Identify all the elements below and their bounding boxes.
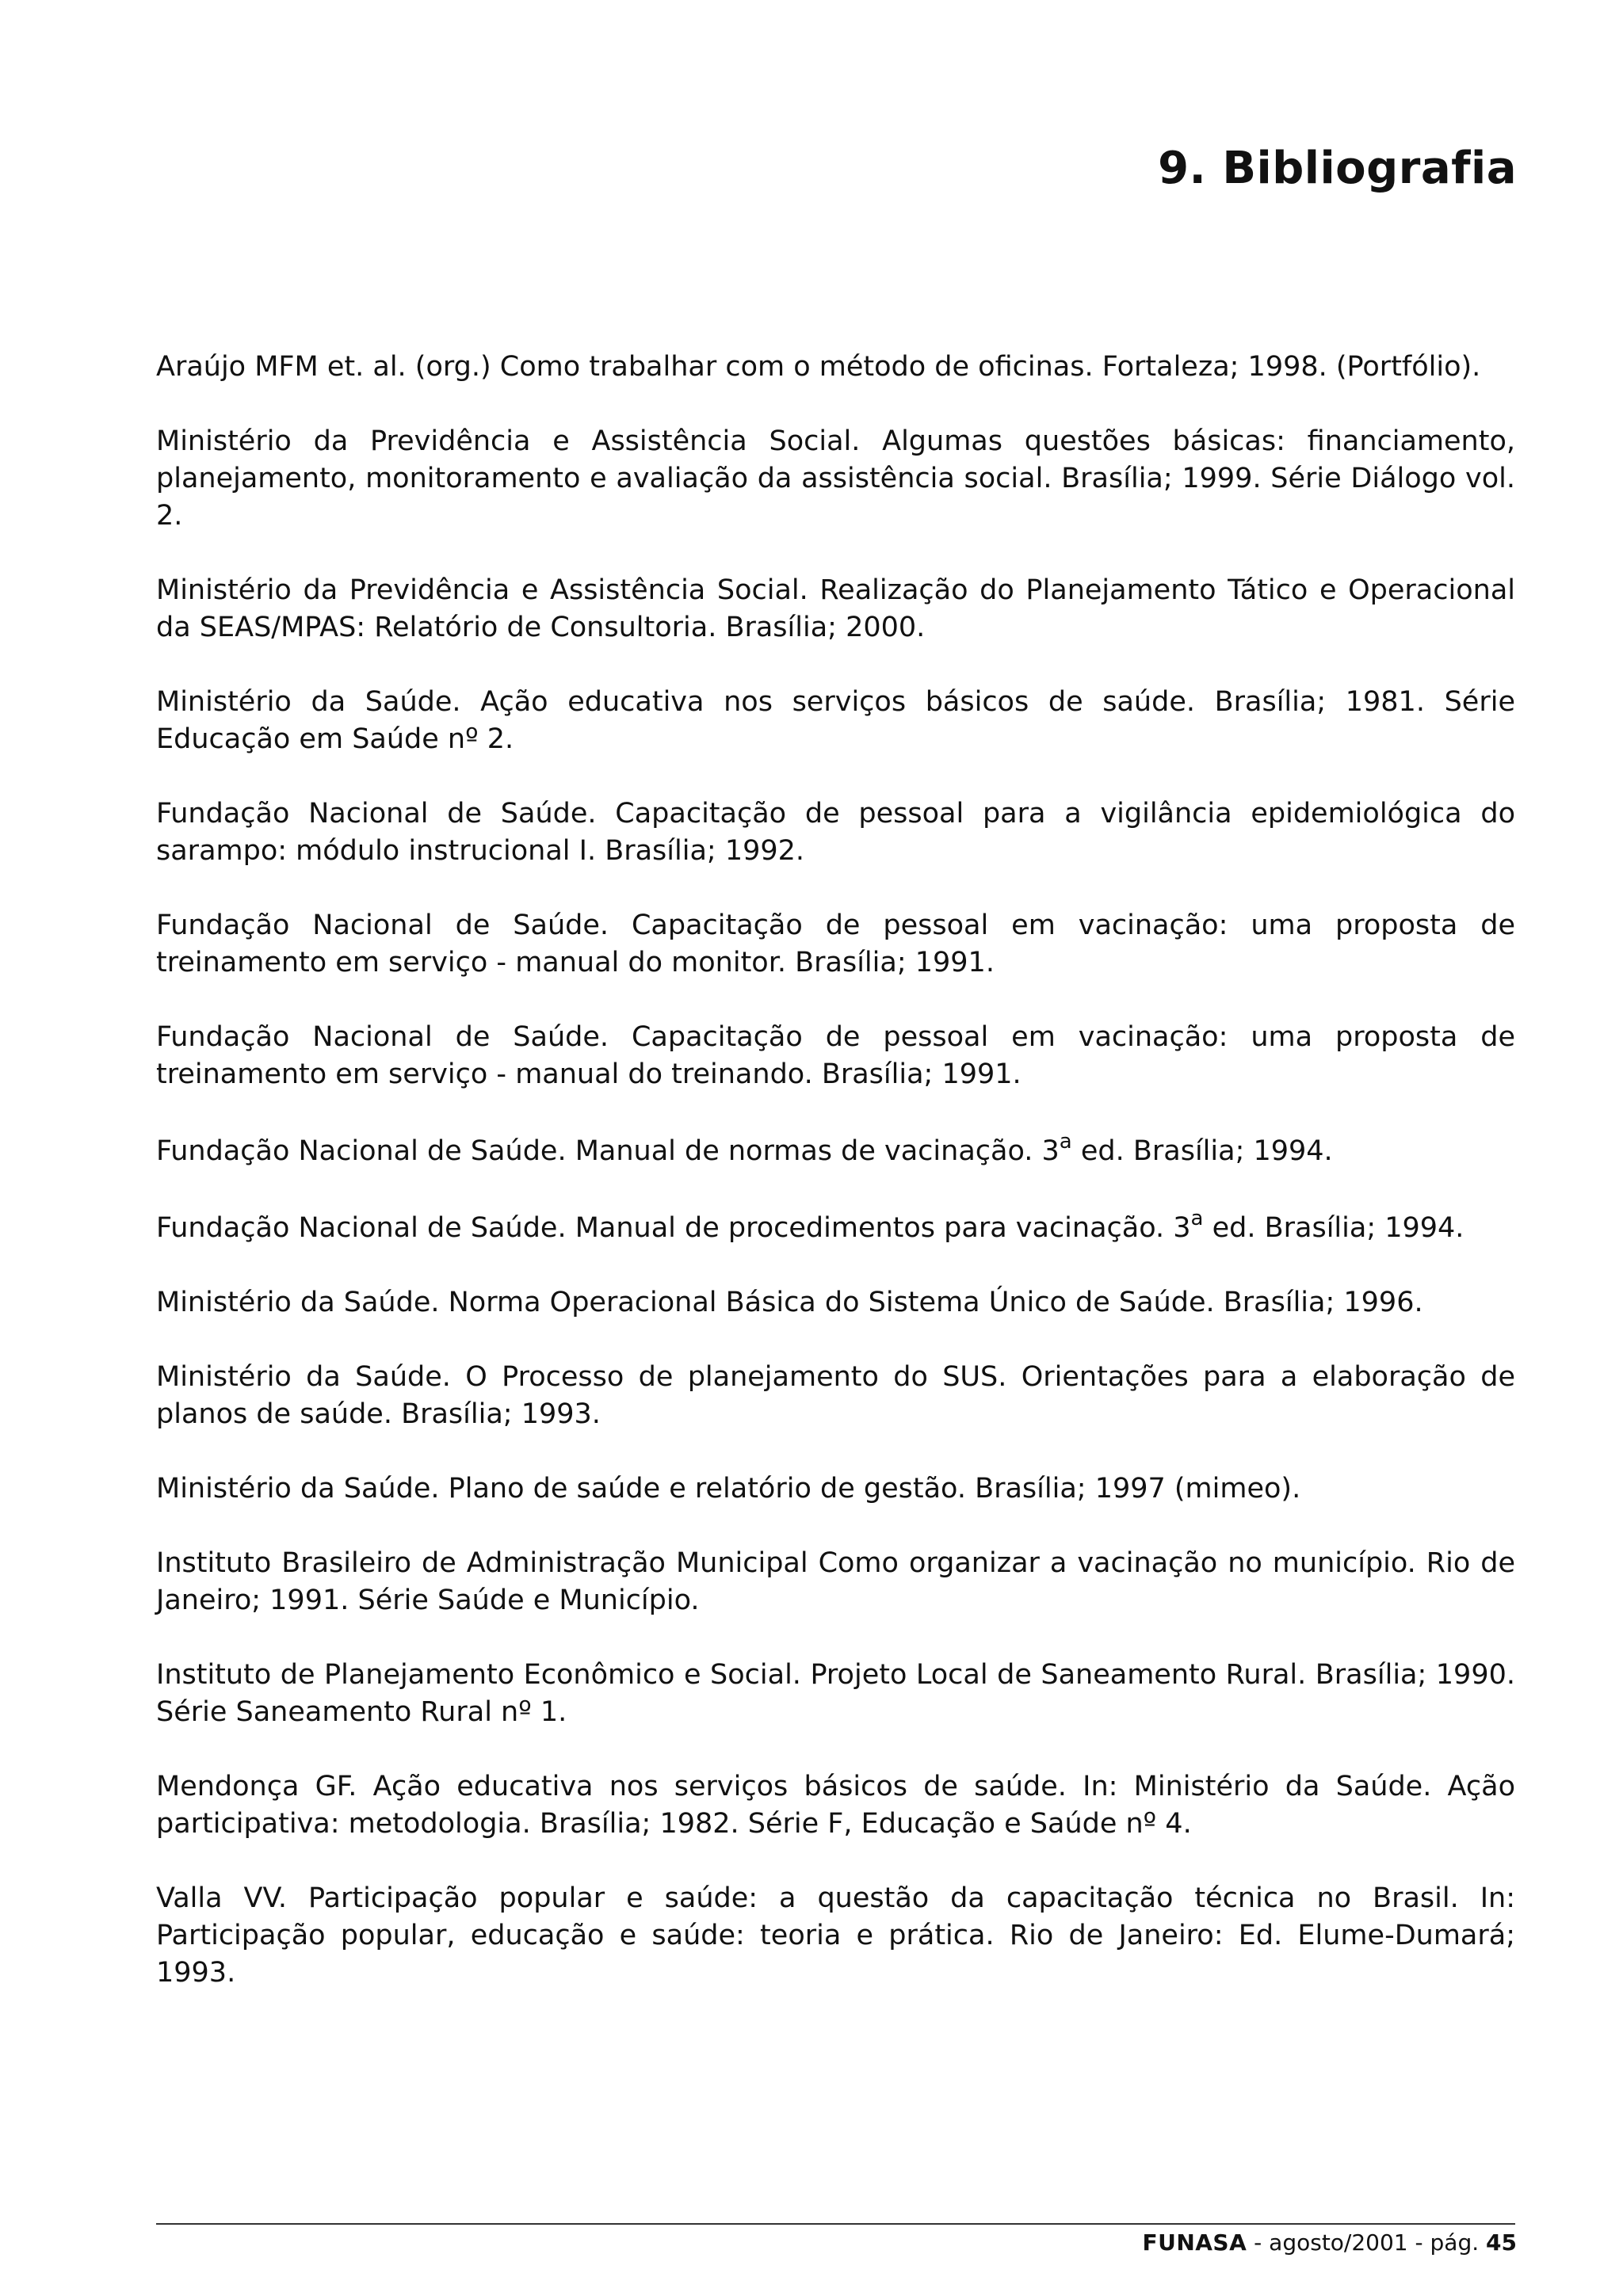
reference-6: Fundação Nacional de Saúde. Capacitação de pessoal em vacinação: uma proposta de treinamento em serviço - manual do monitor. Brasília; 1991. <box>156 910 1515 978</box>
reference-9-tail: ed. Brasília; 1994. <box>1203 1212 1465 1244</box>
reference-8-main: Fundação Nacional de Saúde. Manual de normas de vacinação. 3 <box>156 1135 1060 1167</box>
reference-8 <box>156 1130 1515 1170</box>
edition-superscript: a <box>1059 1130 1072 1154</box>
reference-4: Ministério da Saúde. Ação educativa nos serviços básicos de saúde. Brasília; 1981. Série Educação em Saúde nº 2. <box>156 686 1515 755</box>
reference-3: Ministério da Previdência e Assistência Social. Realização do Planejamento Tático e Operacional da SEAS/MPAS: Relatório de Consultoria. Brasília; 2000. <box>156 574 1515 643</box>
footer-divider <box>156 2223 1515 2225</box>
reference-9 <box>156 1207 1515 1247</box>
reference-8-tail: ed. Brasília; 1994. <box>1071 1135 1333 1167</box>
reference-2: Ministério da Previdência e Assistência Social. Algumas questões básicas: financiamento, planejamento, monitoramento e avaliação da assistência social. Brasília; 1999. Série Diálogo vol. 2. <box>156 425 1515 532</box>
page-title: 9. Bibliografia <box>1158 143 1517 194</box>
page-number: 45 <box>1486 2229 1517 2256</box>
bibliography-list <box>156 349 1515 1992</box>
footer-brand: FUNASA <box>1142 2229 1247 2256</box>
reference-10: Ministério da Saúde. Norma Operacional Básica do Sistema Único de Saúde. Brasília; 1996. <box>156 1287 1423 1318</box>
reference-13: Instituto Brasileiro de Administração Municipal Como organizar a vacinação no município. Rio de Janeiro; 1991. Série Saúde e Município. <box>156 1547 1515 1616</box>
reference-12: Ministério da Saúde. Plano de saúde e relatório de gestão. Brasília; 1997 (mimeo). <box>156 1473 1301 1505</box>
reference-11: Ministério da Saúde. O Processo de planejamento do SUS. Orientações para a elaboração de planos de saúde. Brasília; 1993. <box>156 1361 1515 1430</box>
reference-9-main: Fundação Nacional de Saúde. Manual de procedimentos para vacinação. 3 <box>156 1212 1191 1244</box>
edition-superscript: a <box>1190 1207 1204 1230</box>
reference-15: Mendonça GF. Ação educativa nos serviços básicos de saúde. In: Ministério da Saúde. Ação participativa: metodologia. Brasília; 1982. Série F, Educação e Saúde nº 4. <box>156 1771 1515 1840</box>
reference-1: Araújo MFM et. al. (org.) Como trabalhar com o método de oficinas. Fortaleza; 1998. (Portfólio). <box>156 351 1481 383</box>
page-footer <box>1142 2229 1517 2256</box>
reference-16: Valla VV. Participação popular e saúde: a questão da capacitação técnica no Brasil. In: Participação popular, educação e saúde: teoria e prática. Rio de Janeiro: Ed. Elume-Dumará; 1993. <box>156 1882 1515 1989</box>
reference-7: Fundação Nacional de Saúde. Capacitação de pessoal em vacinação: uma proposta de treinamento em serviço - manual do treinando. Brasília; 1991. <box>156 1021 1515 1090</box>
footer-date: - agosto/2001 - pág. <box>1247 2229 1487 2256</box>
reference-5: Fundação Nacional de Saúde. Capacitação de pessoal para a vigilância epidemiológica do sarampo: módulo instrucional I. Brasília; 1992. <box>156 798 1515 867</box>
reference-14: Instituto de Planejamento Econômico e Social. Projeto Local de Saneamento Rural. Brasília; 1990. Série Saneamento Rural nº 1. <box>156 1659 1515 1728</box>
